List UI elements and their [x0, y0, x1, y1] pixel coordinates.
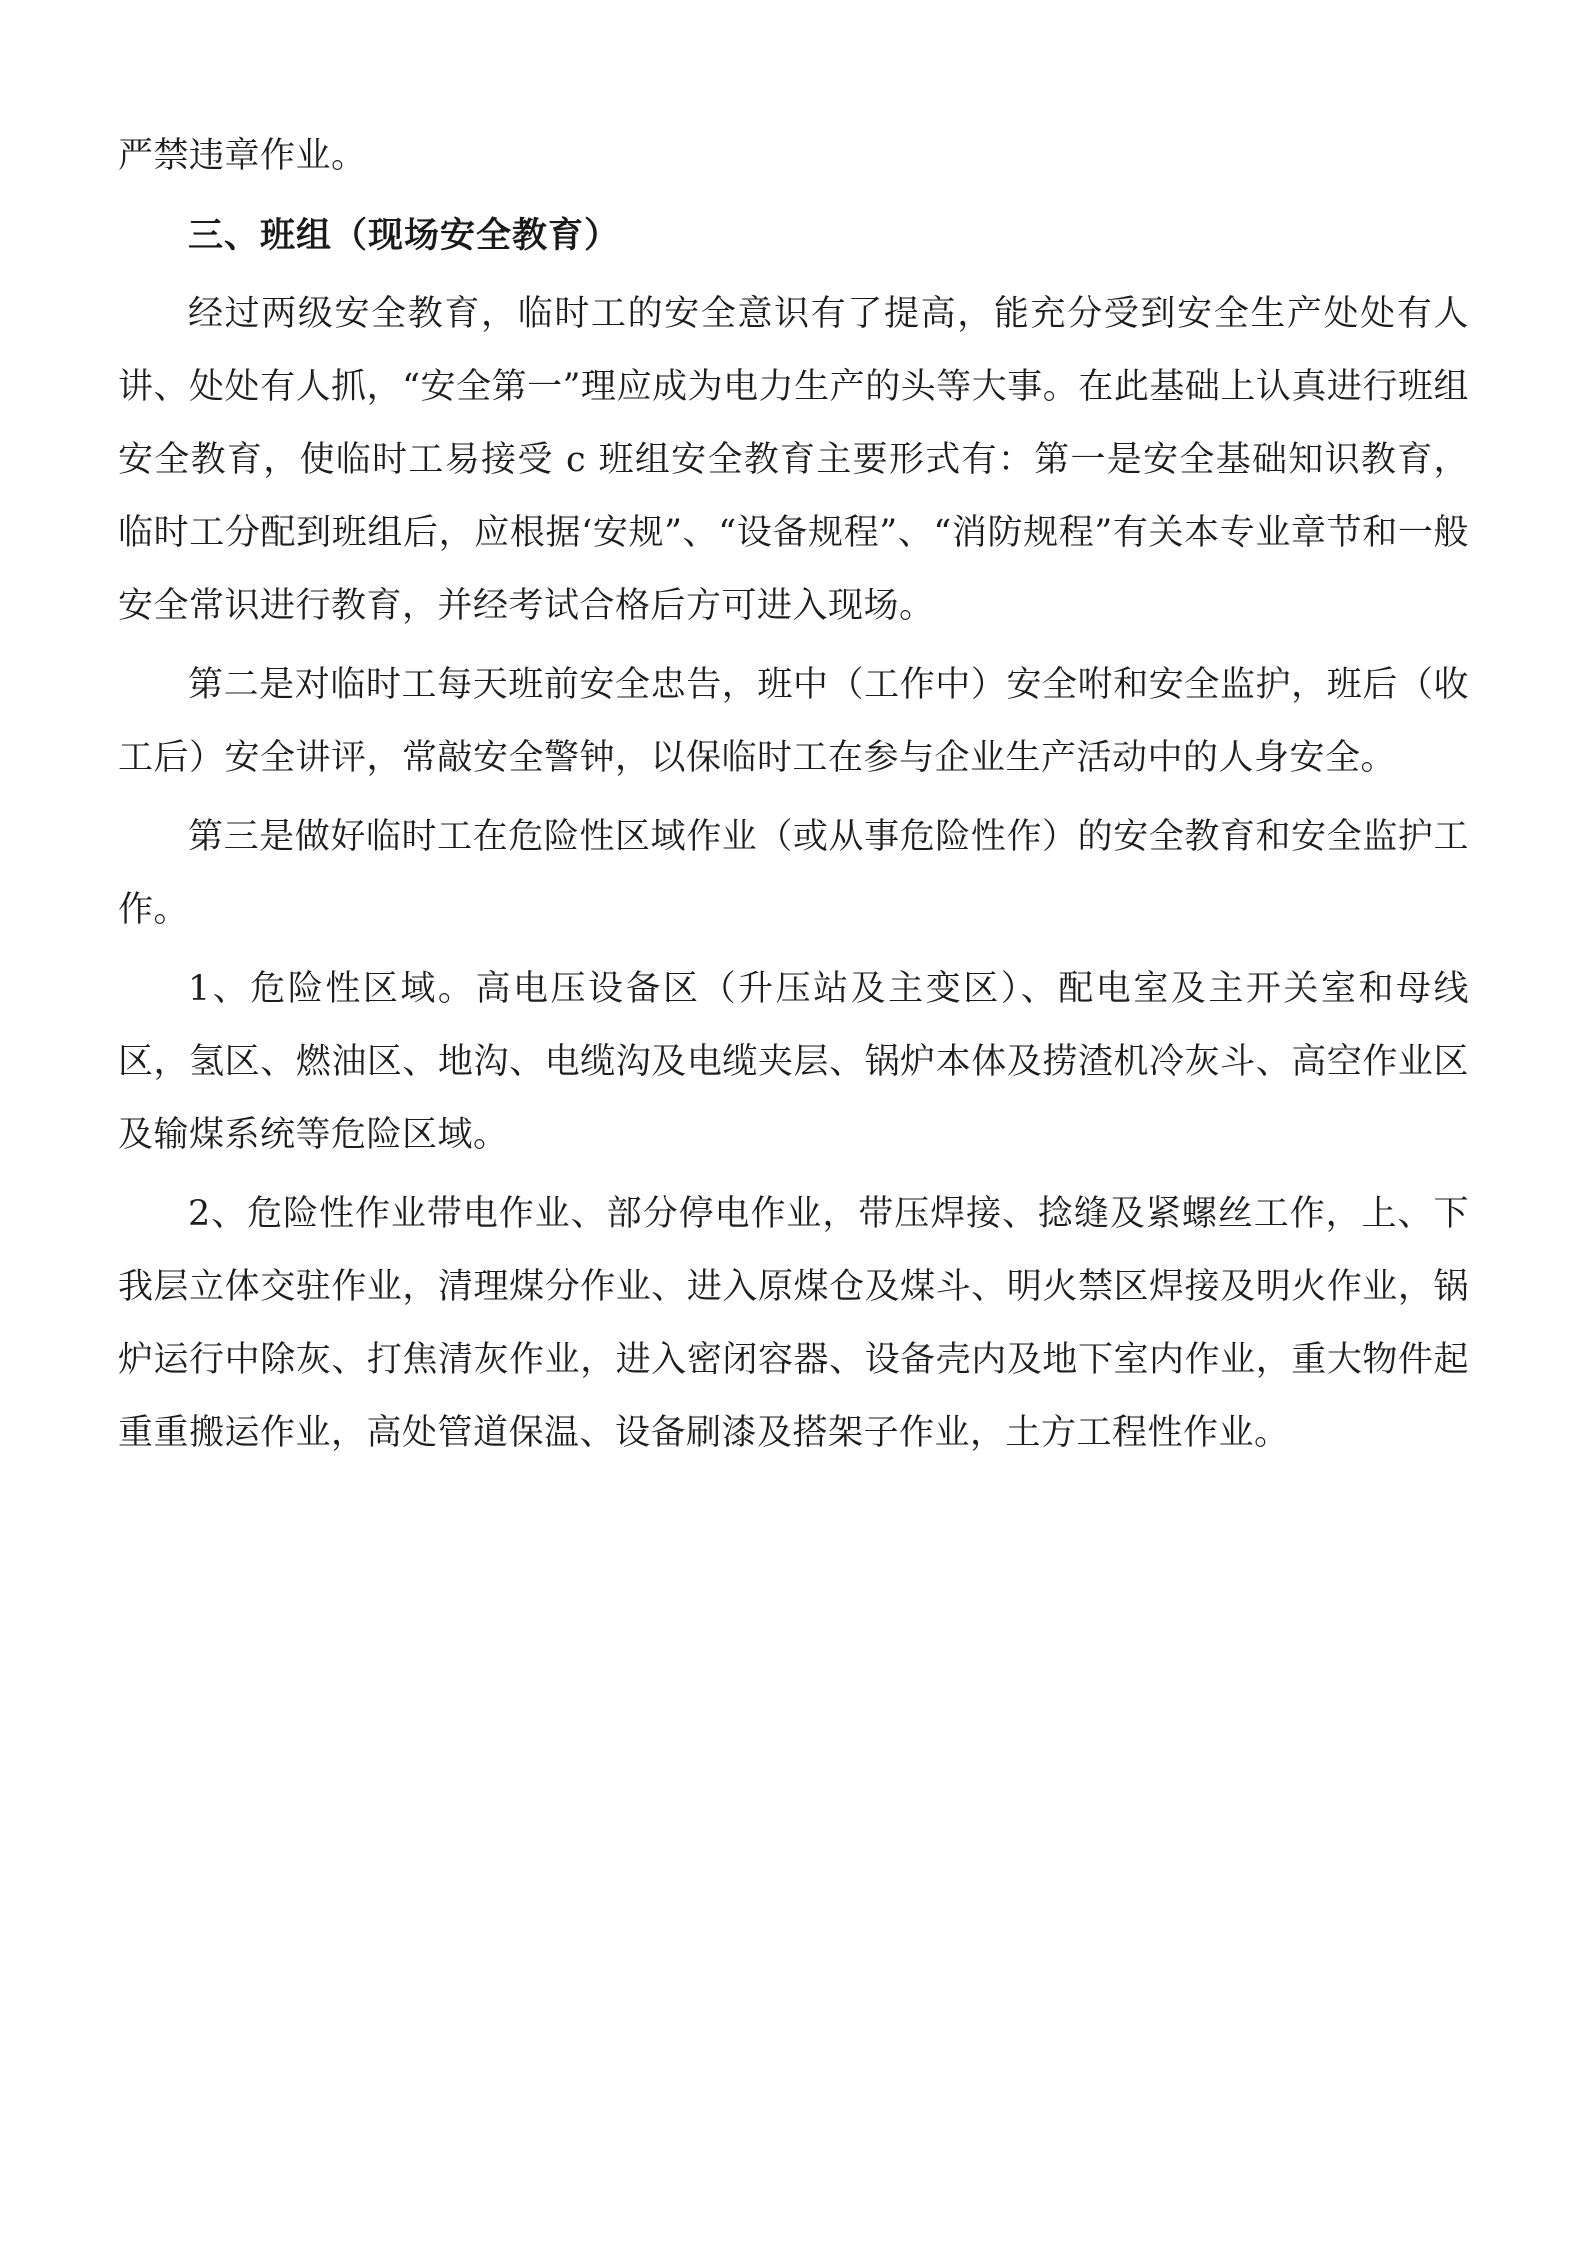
paragraph-second-item: 第二是对临时工每天班前安全忠告，班中（工作中）安全咐和安全监护，班后（收工后）安全讲评，常敲安全警钟，以保临时工在参与企业生产活动中的人身安全。: [118, 665, 1469, 778]
section-heading-three: 三、班组（现场安全教育）: [188, 215, 621, 256]
document-body: [118, 120, 1469, 1470]
paragraph-list-item-1: 1、危险性区域。高电压设备区（升压站及主变区）、配电室及主开关室和母线区，氢区、燃油区、地沟、电缆沟及电缆夹层、锅炉本体及捞渣机冷灰斗、高空作业区及输煤系统等危险区域。: [118, 969, 1469, 1155]
paragraph-two-level-education: 经过两级安全教育，临时工的安全意识有了提高，能充分受到安全生产处处有人讲、处处有人抓，“安全第一”理应成为电力生产的头等大事。在此基础上认真进行班组安全教育，使临时工易接受 c 班组安全教育主要形式有：第一是安全基础知识教育，临时工分配到班组后，应根据‘安规”、“设备规程”、“消防规程”有关本专业章节和一般安全常识进行教育，并经考试合格后方可进入现场。: [118, 294, 1469, 626]
paragraph-list-item-2: 2、危险性作业带电作业、部分停电作业，带压焊接、捻缝及紧螺丝工作，上、下我层立体交驻作业，清理煤分作业、进入原煤仓及煤斗、明火禁区焊接及明火作业，锅炉运行中除灰、打焦清灰作业，进入密闭容器、设备壳内及地下室内作业，重大物件起重重搬运作业，高处管道保温、设备刷漆及搭架子作业，土方工程性作业。: [118, 1194, 1469, 1453]
paragraph-third-item: 第三是做好临时工在危险性区域作业（或从事危险性作）的安全教育和安全监护工作。: [118, 817, 1469, 930]
paragraph-continuation: 严禁违章作业。: [118, 136, 367, 176]
